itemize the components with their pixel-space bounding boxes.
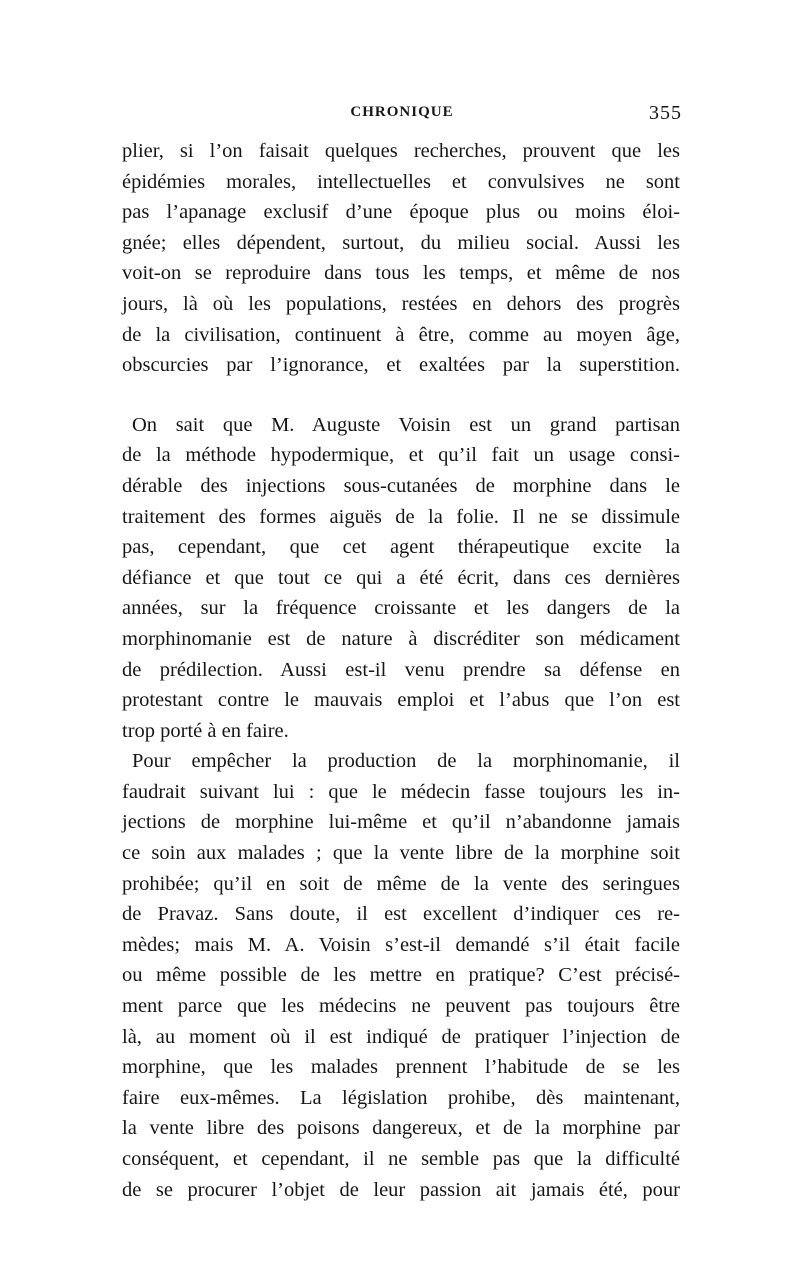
text-line: de se procurer l’objet de leur passion ait jamais été, pour xyxy=(122,1178,680,1201)
text-line: traitement des formes aiguës de la folie. Il ne se dissimule xyxy=(122,505,680,528)
paragraph-1 xyxy=(122,136,680,381)
text-line: épidémies morales, intellectuelles et convulsives ne sont xyxy=(122,170,680,193)
text-line: jours, là où les populations, restées en dehors des progrès xyxy=(122,292,680,315)
text-line: morphine, que les malades prennent l’habitude de se les xyxy=(122,1056,680,1079)
text-line: Pour empêcher la production de la morphinomanie, il xyxy=(132,750,680,773)
text-line: de prédilection. Aussi est-il venu prendre sa défense en xyxy=(122,658,680,681)
text-line: mèdes; mais M. A. Voisin s’est-il demandé s’il était facile xyxy=(122,933,680,956)
text-line: la vente libre des poisons dangereux, et de la morphine par xyxy=(122,1117,680,1140)
text-line: pas, cependant, que cet agent thérapeutique excite la xyxy=(122,536,680,559)
running-head xyxy=(122,96,682,126)
paragraph-3 xyxy=(122,746,680,1205)
text-line: de la civilisation, continuent à être, comme au moyen âge, xyxy=(122,323,680,346)
text-line: On sait que M. Auguste Voisin est un grand partisan xyxy=(132,413,680,436)
text-line: faudrait suivant lui : que le médecin fasse toujours les in- xyxy=(122,780,680,803)
body-text xyxy=(122,136,680,1205)
text-line: de la méthode hypodermique, et qu’il fait un usage consi- xyxy=(122,444,680,467)
text-line: années, sur la fréquence croissante et les dangers de la xyxy=(122,597,680,620)
page-number: 355 xyxy=(649,102,682,124)
text-line: jections de morphine lui-même et qu’il n’abandonne jamais xyxy=(122,811,680,834)
text-line: prohibée; qu’il en soit de même de la vente des seringues xyxy=(122,872,680,895)
text-line: obscurcies par l’ignorance, et exaltées par la superstition. xyxy=(122,354,680,377)
paragraph-2 xyxy=(122,410,680,747)
text-line: ce soin aux malades ; que la vente libre de la morphine soit xyxy=(122,842,680,865)
text-line: morphinomanie est de nature à discréditer son médicament xyxy=(122,627,680,650)
text-line: faire eux-mêmes. La législation prohibe, dès maintenant, xyxy=(122,1086,680,1109)
text-line: là, au moment où il est indiqué de pratiquer l’injection de xyxy=(122,1025,680,1048)
paragraph-gap xyxy=(122,381,680,410)
text-line: gnée; elles dépendent, surtout, du milieu social. Aussi les xyxy=(122,231,680,254)
text-line: dérable des injections sous-cutanées de morphine dans le xyxy=(122,474,680,497)
text-line: plier, si l’on faisait quelques recherches, prouvent que les xyxy=(122,140,680,162)
text-line: ou même possible de les mettre en pratique? C’est précisé- xyxy=(122,964,680,987)
text-line: protestant contre le mauvais emploi et l’abus que l’on est xyxy=(122,689,680,712)
running-title: CHRONIQUE xyxy=(350,104,454,120)
text-line: conséquent, et cependant, il ne semble pas que la difficulté xyxy=(122,1148,680,1170)
text-line: ment parce que les médecins ne peuvent pas toujours être xyxy=(122,995,680,1018)
text-line: de Pravaz. Sans doute, il est excellent d’indiquer ces re- xyxy=(122,903,680,926)
text-line: voit-on se reproduire dans tous les temps, et même de nos xyxy=(122,262,680,285)
text-line: trop porté à en faire. xyxy=(122,719,289,742)
text-line: défiance et que tout ce qui a été écrit, dans ces dernières xyxy=(122,566,680,589)
text-line: pas l’apanage exclusif d’une époque plus ou moins éloi- xyxy=(122,201,680,224)
